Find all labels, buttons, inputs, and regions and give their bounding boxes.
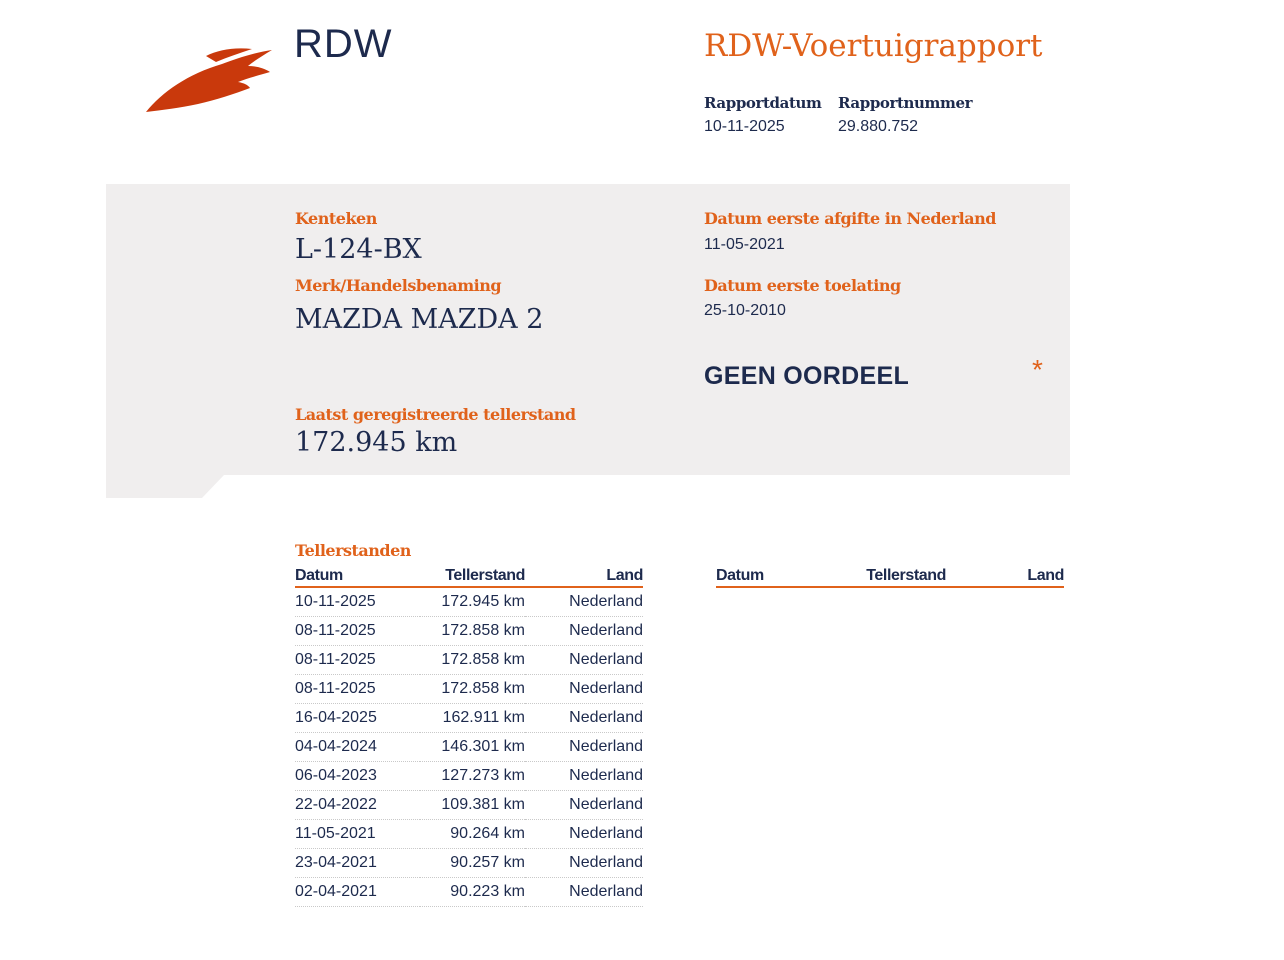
cell-odometer: 127.273 km [420, 762, 525, 791]
first-admission-value: 25-10-2010 [704, 302, 786, 319]
cell-odometer: 172.858 km [420, 675, 525, 704]
cell-country: Nederland [525, 878, 643, 907]
odometer-table-left [295, 567, 643, 907]
cell-country: Nederland [525, 675, 643, 704]
table-row [295, 733, 643, 762]
column-header-odometer: Tellerstand [420, 567, 525, 587]
cell-country: Nederland [525, 704, 643, 733]
column-header-country: Land [946, 567, 1064, 587]
cell-odometer: 90.264 km [420, 820, 525, 849]
cell-date: 08-11-2025 [295, 675, 420, 704]
cell-odometer: 90.223 km [420, 878, 525, 907]
report-date-value: 10-11-2025 [704, 118, 785, 135]
license-plate-label: Kenteken [295, 209, 377, 228]
rdw-flame-logo-icon [144, 44, 276, 114]
first-registration-nl-value: 11-05-2021 [704, 236, 785, 253]
cell-odometer: 90.257 km [420, 849, 525, 878]
report-date-label: Rapportdatum [704, 94, 822, 112]
cell-date: 04-04-2024 [295, 733, 420, 762]
cell-date: 23-04-2021 [295, 849, 420, 878]
cell-country: Nederland [525, 646, 643, 675]
vehicle-summary-panel [106, 184, 1070, 498]
first-registration-nl-label: Datum eerste afgifte in Nederland [704, 209, 996, 228]
cell-date: 10-11-2025 [295, 587, 420, 617]
cell-odometer: 172.945 km [420, 587, 525, 617]
cell-country: Nederland [525, 733, 643, 762]
table-header-row [716, 567, 1064, 587]
cell-date: 08-11-2025 [295, 646, 420, 675]
column-header-date: Datum [716, 567, 844, 587]
cell-country: Nederland [525, 617, 643, 646]
brand-name: RDW [294, 22, 393, 66]
make-label: Merk/Handelsbenaming [295, 276, 502, 295]
table-row [295, 675, 643, 704]
report-title: RDW-Voertuigrapport [704, 28, 1043, 64]
cell-odometer: 162.911 km [420, 704, 525, 733]
cell-date: 16-04-2025 [295, 704, 420, 733]
odometer-section-title: Tellerstanden [295, 541, 411, 560]
last-odometer-value: 172.945 km [295, 427, 458, 458]
cell-country: Nederland [525, 587, 643, 617]
first-admission-label: Datum eerste toelating [704, 276, 901, 295]
table-row [295, 704, 643, 733]
cell-odometer: 146.301 km [420, 733, 525, 762]
odometer-table-right [716, 567, 1064, 588]
column-header-date: Datum [295, 567, 420, 587]
column-header-odometer: Tellerstand [844, 567, 946, 587]
cell-country: Nederland [525, 849, 643, 878]
table-row [295, 646, 643, 675]
table-row [295, 587, 643, 617]
cell-odometer: 109.381 km [420, 791, 525, 820]
column-header-country: Land [525, 567, 643, 587]
odometer-verdict: GEEN OORDEEL [704, 362, 910, 390]
table-row [295, 849, 643, 878]
cell-date: 22-04-2022 [295, 791, 420, 820]
cell-odometer: 172.858 km [420, 617, 525, 646]
report-number-value: 29.880.752 [838, 118, 919, 135]
report-number-label: Rapportnummer [838, 94, 973, 112]
license-plate-value: L-124-BX [295, 234, 422, 265]
table-header-row [295, 567, 643, 587]
cell-date: 11-05-2021 [295, 820, 420, 849]
make-value: MAZDA MAZDA 2 [295, 304, 544, 335]
cell-date: 02-04-2021 [295, 878, 420, 907]
last-odometer-label: Laatst geregistreerde tellerstand [295, 405, 576, 424]
table-row [295, 617, 643, 646]
cell-country: Nederland [525, 820, 643, 849]
odometer-table-body [295, 587, 643, 907]
verdict-footnote-marker: * [1032, 354, 1043, 385]
cell-country: Nederland [525, 762, 643, 791]
cell-country: Nederland [525, 791, 643, 820]
table-row [295, 762, 643, 791]
cell-date: 08-11-2025 [295, 617, 420, 646]
cell-odometer: 172.858 km [420, 646, 525, 675]
cell-date: 06-04-2023 [295, 762, 420, 791]
table-row [295, 791, 643, 820]
table-row [295, 820, 643, 849]
table-row [295, 878, 643, 907]
